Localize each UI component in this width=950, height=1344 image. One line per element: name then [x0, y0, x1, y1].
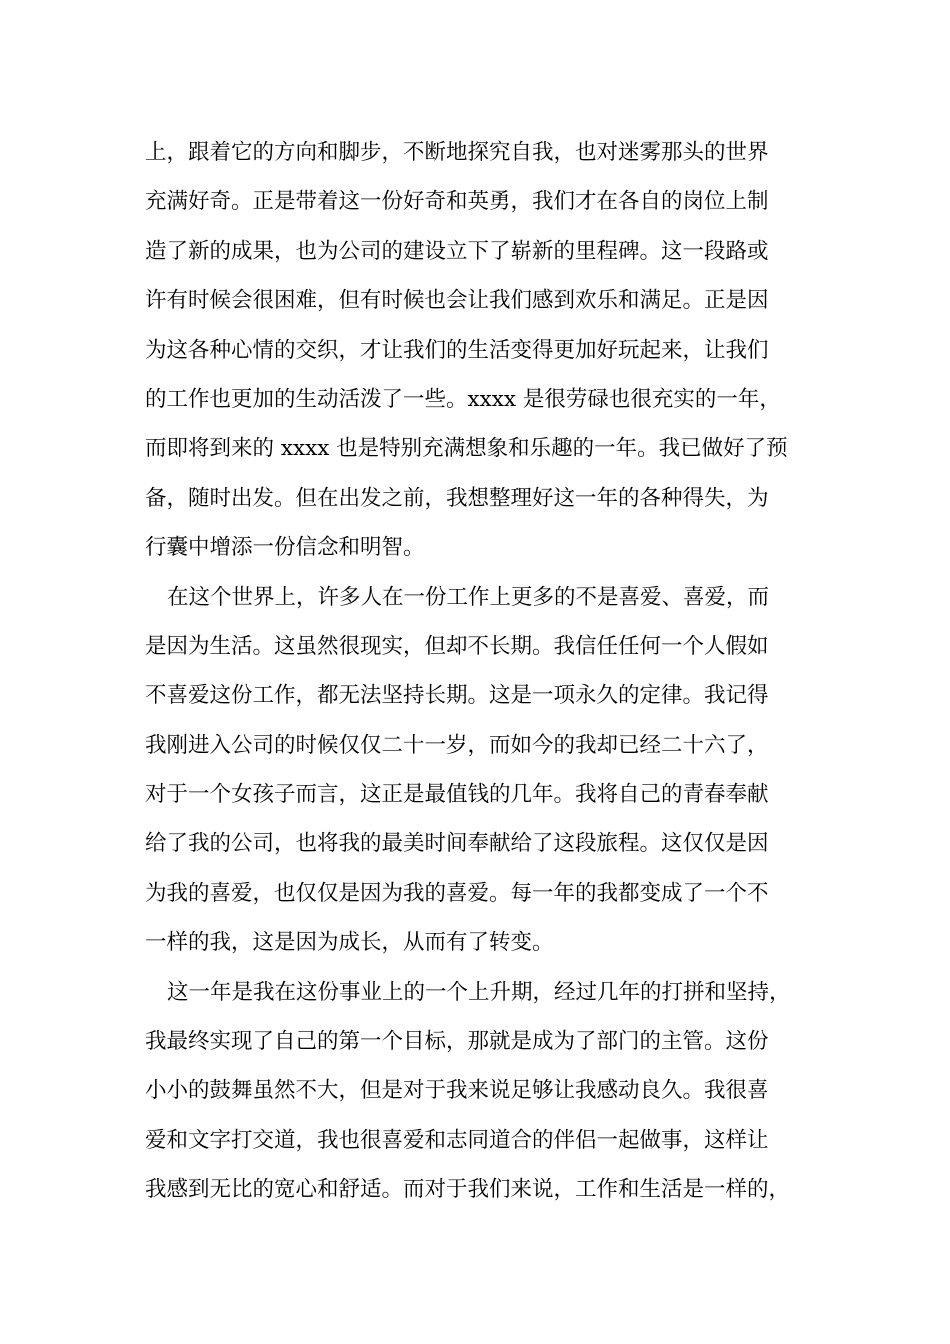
- paragraph-1-line-5: 为这各种心情的交织，才让我们的生活变得更加好玩起来，让我们: [145, 337, 769, 363]
- paragraph-1-line-1: 上，跟着它的方向和脚步，不断地探究自我，也对迷雾那头的世界: [145, 140, 769, 165]
- paragraph-2-line-7: 为我的喜爱，也仅仅是因为我的喜爱。每一年的我都变成了一个不: [145, 880, 769, 906]
- paragraph-3-line-5: 我感到无比的宽心和舒适。而对于我们来说，工作和生活是一样的，: [145, 1177, 791, 1203]
- paragraph-2-line-5: 对于一个女孩子而言，这正是最值钱的几年。我将自己的青春奉献: [145, 782, 769, 808]
- paragraph-3-line-4: 爱和文字打交道，我也很喜爱和志同道合的伴侣一起做事，这样让: [145, 1127, 769, 1153]
- paragraph-1-line-6: 的工作也更加的生动活泼了一些。xxxx 是很劳碌也很充实的一年，: [145, 386, 781, 412]
- paragraph-2-line-3: 不喜爱这份工作，都无法坚持长期。这是一项永久的定律。我记得: [145, 683, 769, 709]
- paragraph-1-line-8: 备，随时出发。但在出发之前，我想整理好这一年的各种得失，为: [145, 485, 769, 511]
- paragraph-2-line-8: 一样的我，这是因为成长，从而有了转变。: [145, 930, 554, 956]
- document-body: [145, 128, 835, 1215]
- paragraph-3-line-1: 这一年是我在这份事业上的一个上升期，经过几年的打拼和坚持，: [167, 979, 791, 1005]
- paragraph-2-line-1: 在这个世界上，许多人在一份工作上更多的不是喜爱、喜爱，而: [167, 584, 770, 610]
- paragraph-1-line-7: 而即将到来的 xxxx 也是特别充满想象和乐趣的一年。我已做好了预: [145, 436, 788, 462]
- paragraph-1-line-9: 行囊中增添一份信念和明智。: [145, 535, 425, 561]
- paragraph-1-line-2: 充满好奇。正是带着这一份好奇和英勇，我们才在各自的岗位上制: [145, 189, 769, 215]
- paragraph-2-line-6: 给了我的公司，也将我的最美时间奉献给了这段旅程。这仅仅是因: [145, 831, 769, 857]
- paragraph-2-line-4: 我刚进入公司的时候仅仅二十一岁，而如今的我却已经二十六了，: [145, 732, 769, 758]
- paragraph-3-line-3: 小小的鼓舞虽然不大，但是对于我来说足够让我感动良久。我很喜: [145, 1078, 769, 1104]
- paragraph-1-line-4: 许有时候会很困难，但有时候也会让我们感到欢乐和满足。正是因: [145, 288, 769, 314]
- paragraph-1-line-3: 造了新的成果，也为公司的建设立下了崭新的里程碑。这一段路或: [145, 238, 769, 264]
- paragraph-3-line-2: 我最终实现了自己的第一个目标，那就是成为了部门的主管。这份: [145, 1029, 769, 1055]
- paragraph-2-line-2: 是因为生活。这虽然很现实，但却不长期。我信任任何一个人假如: [145, 633, 769, 659]
